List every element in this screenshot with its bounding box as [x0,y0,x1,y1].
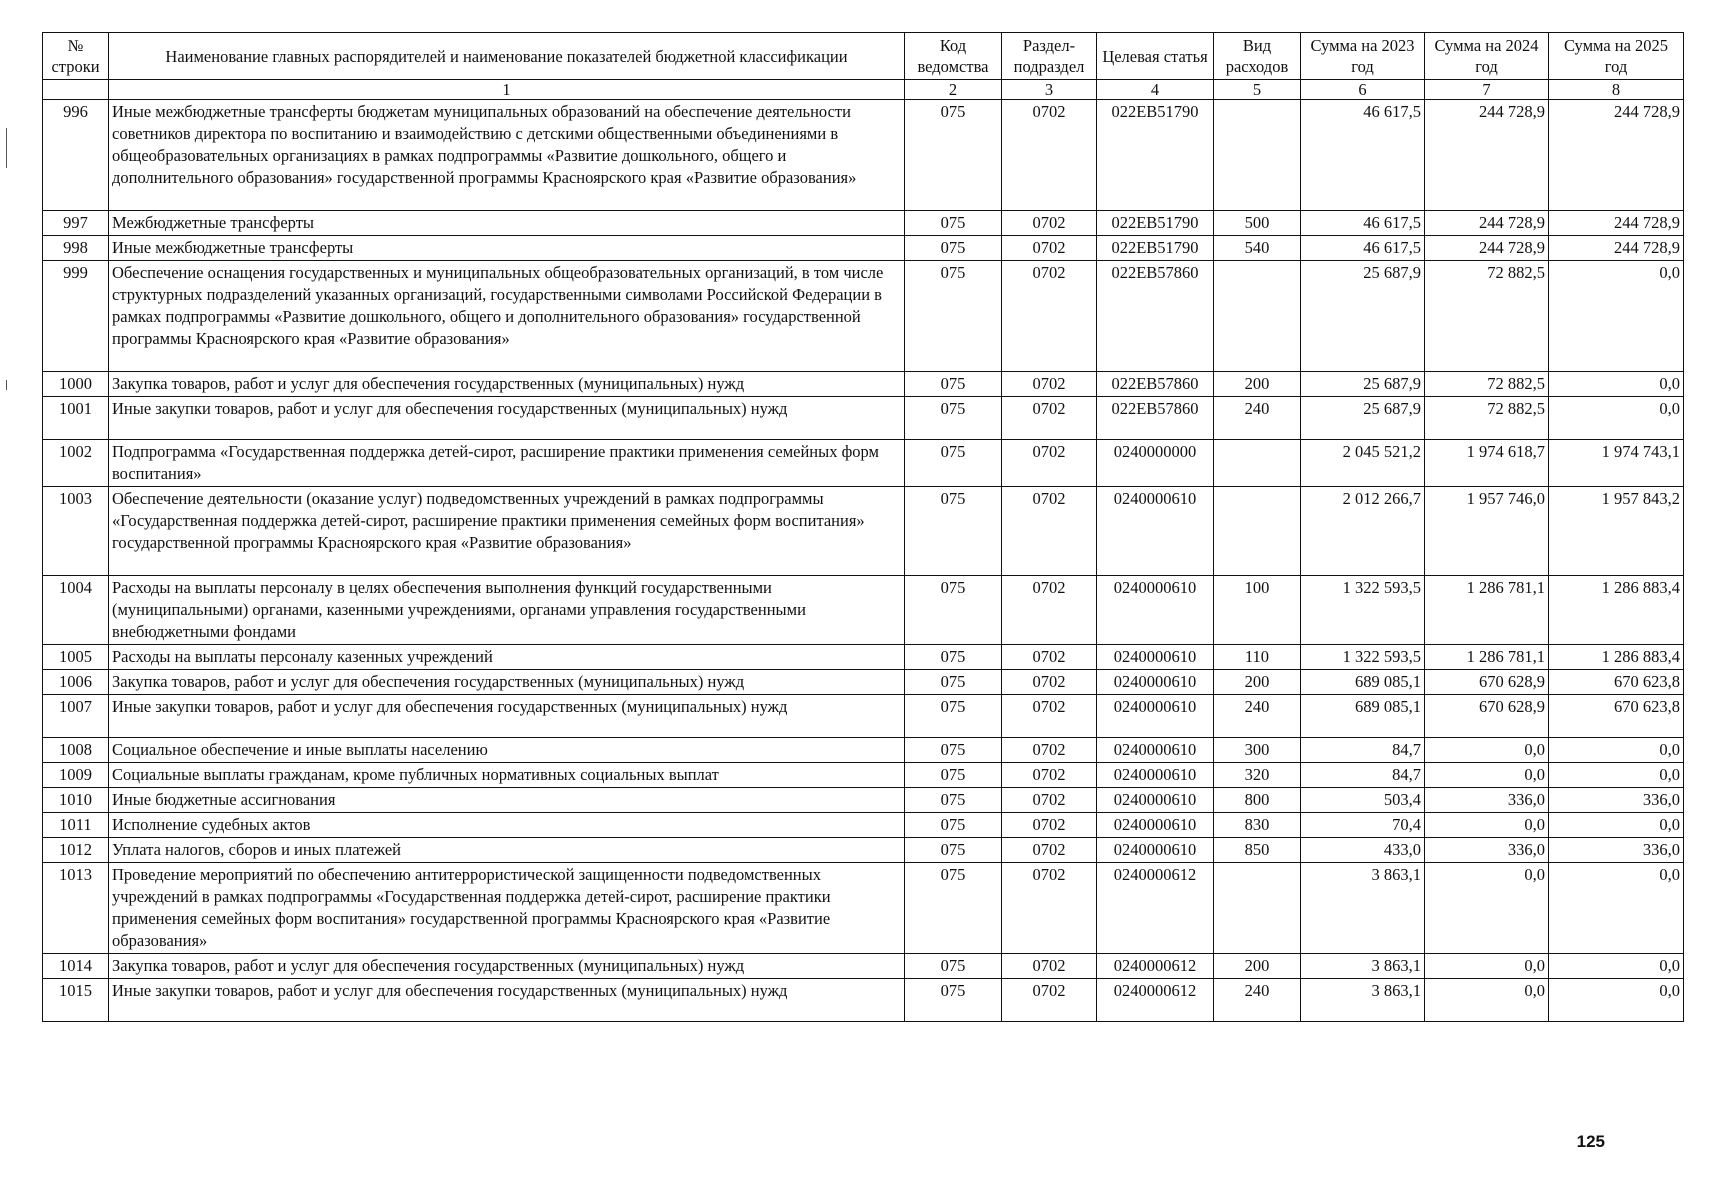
row-number: 1001 [43,397,109,440]
target-article: 0240000610 [1097,763,1214,788]
table-row [43,838,1684,863]
column-number: 6 [1301,80,1425,100]
column-number [43,80,109,100]
sum-2024: 244 728,9 [1425,211,1549,236]
department-code: 075 [905,236,1002,261]
table-row [43,372,1684,397]
table-body [43,100,1684,1022]
sum-2025: 1 957 843,2 [1549,487,1684,576]
table-row [43,211,1684,236]
row-number: 1002 [43,440,109,487]
section-code: 0702 [1002,763,1097,788]
department-code: 075 [905,838,1002,863]
section-code: 0702 [1002,813,1097,838]
sum-2024: 72 882,5 [1425,372,1549,397]
sum-2025: 336,0 [1549,788,1684,813]
department-code: 075 [905,813,1002,838]
sum-2024: 0,0 [1425,954,1549,979]
header-sum-2025: Сумма на 2025 год [1549,33,1684,80]
expense-kind: 110 [1214,645,1301,670]
row-number: 1012 [43,838,109,863]
sum-2023: 46 617,5 [1301,236,1425,261]
sum-2025: 1 286 883,4 [1549,576,1684,645]
expense-kind: 240 [1214,979,1301,1022]
row-name: Закупка товаров, работ и услуг для обеспечения государственных (муниципальных) нужд [109,372,905,397]
sum-2024: 0,0 [1425,813,1549,838]
expense-kind: 800 [1214,788,1301,813]
sum-2025: 670 623,8 [1549,670,1684,695]
sum-2023: 25 687,9 [1301,372,1425,397]
target-article: 0240000610 [1097,645,1214,670]
target-article: 022ЕВ51790 [1097,236,1214,261]
section-code: 0702 [1002,576,1097,645]
target-article: 022ЕВ57860 [1097,397,1214,440]
department-code: 075 [905,211,1002,236]
row-name: Межбюджетные трансферты [109,211,905,236]
row-number: 1011 [43,813,109,838]
table-row [43,236,1684,261]
target-article: 0240000610 [1097,487,1214,576]
table-row [43,763,1684,788]
table-row [43,261,1684,372]
column-number: 4 [1097,80,1214,100]
section-code: 0702 [1002,738,1097,763]
expense-kind: 200 [1214,954,1301,979]
sum-2024: 244 728,9 [1425,100,1549,211]
sum-2024: 0,0 [1425,863,1549,954]
target-article: 022ЕВ57860 [1097,261,1214,372]
header-section: Раздел-подраздел [1002,33,1097,80]
row-number: 996 [43,100,109,211]
table-row [43,979,1684,1022]
target-article: 0240000610 [1097,788,1214,813]
section-code: 0702 [1002,211,1097,236]
row-number: 1000 [43,372,109,397]
table-row [43,397,1684,440]
table-row [43,738,1684,763]
row-name: Обеспечение деятельности (оказание услуг) подведомственных учреждений в рамках подпрограммы «Государственная поддержка детей-сирот, расширение практики применения семейных форм воспитания» государственной программы Красноярского края «Развитие образования» [109,487,905,576]
sum-2025: 670 623,8 [1549,695,1684,738]
sum-2024: 1 286 781,1 [1425,576,1549,645]
sum-2023: 84,7 [1301,763,1425,788]
row-name: Иные закупки товаров, работ и услуг для обеспечения государственных (муниципальных) нужд [109,397,905,440]
section-code: 0702 [1002,397,1097,440]
header-row-number: № строки [43,33,109,80]
sum-2024: 1 286 781,1 [1425,645,1549,670]
department-code: 075 [905,695,1002,738]
target-article: 0240000612 [1097,954,1214,979]
row-name: Иные межбюджетные трансферты [109,236,905,261]
header-sum-2023: Сумма на 2023 год [1301,33,1425,80]
header-expense-kind: Вид расходов [1214,33,1301,80]
column-number: 3 [1002,80,1097,100]
target-article: 0240000610 [1097,738,1214,763]
table-row [43,954,1684,979]
row-number: 1013 [43,863,109,954]
sum-2025: 0,0 [1549,813,1684,838]
sum-2023: 84,7 [1301,738,1425,763]
expense-kind [1214,440,1301,487]
sum-2025: 0,0 [1549,738,1684,763]
department-code: 075 [905,863,1002,954]
expense-kind [1214,261,1301,372]
column-number: 2 [905,80,1002,100]
sum-2023: 25 687,9 [1301,261,1425,372]
page-number: 125 [1576,1132,1605,1151]
column-number: 8 [1549,80,1684,100]
row-name: Иные закупки товаров, работ и услуг для обеспечения государственных (муниципальных) нужд [109,979,905,1022]
expense-kind [1214,100,1301,211]
section-code: 0702 [1002,838,1097,863]
sum-2025: 0,0 [1549,979,1684,1022]
table-row [43,100,1684,211]
department-code: 075 [905,763,1002,788]
column-number: 1 [109,80,905,100]
expense-kind: 500 [1214,211,1301,236]
sum-2025: 0,0 [1549,261,1684,372]
sum-2023: 46 617,5 [1301,100,1425,211]
expense-kind: 200 [1214,670,1301,695]
row-name: Уплата налогов, сборов и иных платежей [109,838,905,863]
department-code: 075 [905,440,1002,487]
expense-kind [1214,487,1301,576]
sum-2024: 72 882,5 [1425,261,1549,372]
row-name: Проведение мероприятий по обеспечению антитеррористической защищенности подведомственных учреждений в рамках подпрограммы «Государственная поддержка детей-сирот, расширение практики применения семейных форм воспитания» государственной программы Красноярского края «Развитие образования» [109,863,905,954]
table-row [43,670,1684,695]
row-number: 1008 [43,738,109,763]
sum-2024: 0,0 [1425,738,1549,763]
expense-kind: 320 [1214,763,1301,788]
section-code: 0702 [1002,954,1097,979]
row-name: Закупка товаров, работ и услуг для обеспечения государственных (муниципальных) нужд [109,954,905,979]
scan-margin-mark [6,380,7,390]
department-code: 075 [905,100,1002,211]
department-code: 075 [905,645,1002,670]
target-article: 0240000612 [1097,863,1214,954]
expense-kind: 850 [1214,838,1301,863]
section-code: 0702 [1002,487,1097,576]
target-article: 0240000610 [1097,670,1214,695]
sum-2024: 1 957 746,0 [1425,487,1549,576]
section-code: 0702 [1002,100,1097,211]
department-code: 075 [905,261,1002,372]
sum-2024: 0,0 [1425,763,1549,788]
row-number: 1005 [43,645,109,670]
sum-2025: 336,0 [1549,838,1684,863]
sum-2023: 3 863,1 [1301,863,1425,954]
sum-2025: 0,0 [1549,397,1684,440]
section-code: 0702 [1002,372,1097,397]
row-name: Иные бюджетные ассигнования [109,788,905,813]
sum-2023: 503,4 [1301,788,1425,813]
column-number: 5 [1214,80,1301,100]
department-code: 075 [905,788,1002,813]
row-name: Закупка товаров, работ и услуг для обеспечения государственных (муниципальных) нужд [109,670,905,695]
row-number: 1009 [43,763,109,788]
target-article: 0240000000 [1097,440,1214,487]
section-code: 0702 [1002,863,1097,954]
expense-kind: 240 [1214,695,1301,738]
sum-2025: 1 974 743,1 [1549,440,1684,487]
row-name: Социальные выплаты гражданам, кроме публичных нормативных социальных выплат [109,763,905,788]
target-article: 0240000610 [1097,813,1214,838]
row-number: 1014 [43,954,109,979]
sum-2024: 0,0 [1425,979,1549,1022]
scan-margin-mark [6,128,7,168]
table-row [43,863,1684,954]
table-row [43,695,1684,738]
row-name: Социальное обеспечение и иные выплаты населению [109,738,905,763]
header-name: Наименование главных распорядителей и наименование показателей бюджетной классификации [109,33,905,80]
sum-2023: 689 085,1 [1301,670,1425,695]
department-code: 075 [905,397,1002,440]
section-code: 0702 [1002,670,1097,695]
target-article: 022ЕВ57860 [1097,372,1214,397]
department-code: 075 [905,954,1002,979]
row-number: 999 [43,261,109,372]
row-number: 997 [43,211,109,236]
section-code: 0702 [1002,236,1097,261]
sum-2024: 72 882,5 [1425,397,1549,440]
header-department-code: Код ведомства [905,33,1002,80]
sum-2023: 3 863,1 [1301,954,1425,979]
sum-2025: 0,0 [1549,372,1684,397]
sum-2024: 244 728,9 [1425,236,1549,261]
department-code: 075 [905,487,1002,576]
sum-2024: 670 628,9 [1425,695,1549,738]
target-article: 0240000610 [1097,695,1214,738]
sum-2023: 3 863,1 [1301,979,1425,1022]
section-code: 0702 [1002,440,1097,487]
section-code: 0702 [1002,788,1097,813]
header-target-article: Целевая статья [1097,33,1214,80]
sum-2023: 689 085,1 [1301,695,1425,738]
table-row [43,788,1684,813]
expense-kind [1214,863,1301,954]
row-number: 1015 [43,979,109,1022]
table-row [43,645,1684,670]
sum-2023: 46 617,5 [1301,211,1425,236]
sum-2023: 70,4 [1301,813,1425,838]
expense-kind: 100 [1214,576,1301,645]
sum-2025: 244 728,9 [1549,236,1684,261]
row-name: Иные межбюджетные трансферты бюджетам муниципальных образований на обеспечение деятельности советников директора по воспитанию и взаимодействию с детскими общественными объединениями в общеобразовательных организациях в рамках подпрограммы «Развитие дошкольного, общего и дополнительного образования» государственной программы Красноярского края «Развитие образования» [109,100,905,211]
target-article: 022ЕВ51790 [1097,211,1214,236]
sum-2025: 244 728,9 [1549,211,1684,236]
expense-kind: 540 [1214,236,1301,261]
department-code: 075 [905,372,1002,397]
row-name: Обеспечение оснащения государственных и муниципальных общеобразовательных организаций, в том числе структурных подразделений указанных организаций, государственными символами Российской Федерации в рамках подпрограммы «Развитие дошкольного, общего и дополнительного образования» государственной программы Красноярского края «Развитие образования» [109,261,905,372]
header-sum-2024: Сумма на 2024 год [1425,33,1549,80]
department-code: 075 [905,576,1002,645]
sum-2025: 0,0 [1549,863,1684,954]
row-number: 1003 [43,487,109,576]
table-row [43,440,1684,487]
budget-table [42,32,1684,1022]
department-code: 075 [905,670,1002,695]
table-row [43,576,1684,645]
section-code: 0702 [1002,979,1097,1022]
sum-2025: 244 728,9 [1549,100,1684,211]
sum-2024: 1 974 618,7 [1425,440,1549,487]
expense-kind: 200 [1214,372,1301,397]
row-number: 1007 [43,695,109,738]
sum-2023: 2 045 521,2 [1301,440,1425,487]
sum-2024: 670 628,9 [1425,670,1549,695]
target-article: 0240000610 [1097,838,1214,863]
sum-2025: 0,0 [1549,954,1684,979]
sum-2025: 0,0 [1549,763,1684,788]
sum-2023: 1 322 593,5 [1301,576,1425,645]
section-code: 0702 [1002,645,1097,670]
row-number: 998 [43,236,109,261]
row-name: Расходы на выплаты персоналу в целях обеспечения выполнения функций государственными (муниципальными) органами, казенными учреждениями, органами управления государственными внебюджетными фондами [109,576,905,645]
row-name: Подпрограмма «Государственная поддержка детей-сирот, расширение практики применения семейных форм воспитания» [109,440,905,487]
row-number: 1006 [43,670,109,695]
row-name: Исполнение судебных актов [109,813,905,838]
table-row [43,813,1684,838]
column-number: 7 [1425,80,1549,100]
expense-kind: 300 [1214,738,1301,763]
sum-2023: 1 322 593,5 [1301,645,1425,670]
sum-2023: 433,0 [1301,838,1425,863]
section-code: 0702 [1002,695,1097,738]
sum-2024: 336,0 [1425,838,1549,863]
row-name: Расходы на выплаты персоналу казенных учреждений [109,645,905,670]
sum-2023: 2 012 266,7 [1301,487,1425,576]
department-code: 075 [905,738,1002,763]
table-row [43,487,1684,576]
row-name: Иные закупки товаров, работ и услуг для обеспечения государственных (муниципальных) нужд [109,695,905,738]
header-row [43,33,1684,80]
column-number-row [43,80,1684,100]
sum-2023: 25 687,9 [1301,397,1425,440]
target-article: 0240000612 [1097,979,1214,1022]
row-number: 1004 [43,576,109,645]
target-article: 0240000610 [1097,576,1214,645]
target-article: 022ЕВ51790 [1097,100,1214,211]
section-code: 0702 [1002,261,1097,372]
department-code: 075 [905,979,1002,1022]
row-number: 1010 [43,788,109,813]
expense-kind: 240 [1214,397,1301,440]
expense-kind: 830 [1214,813,1301,838]
sum-2025: 1 286 883,4 [1549,645,1684,670]
sum-2024: 336,0 [1425,788,1549,813]
